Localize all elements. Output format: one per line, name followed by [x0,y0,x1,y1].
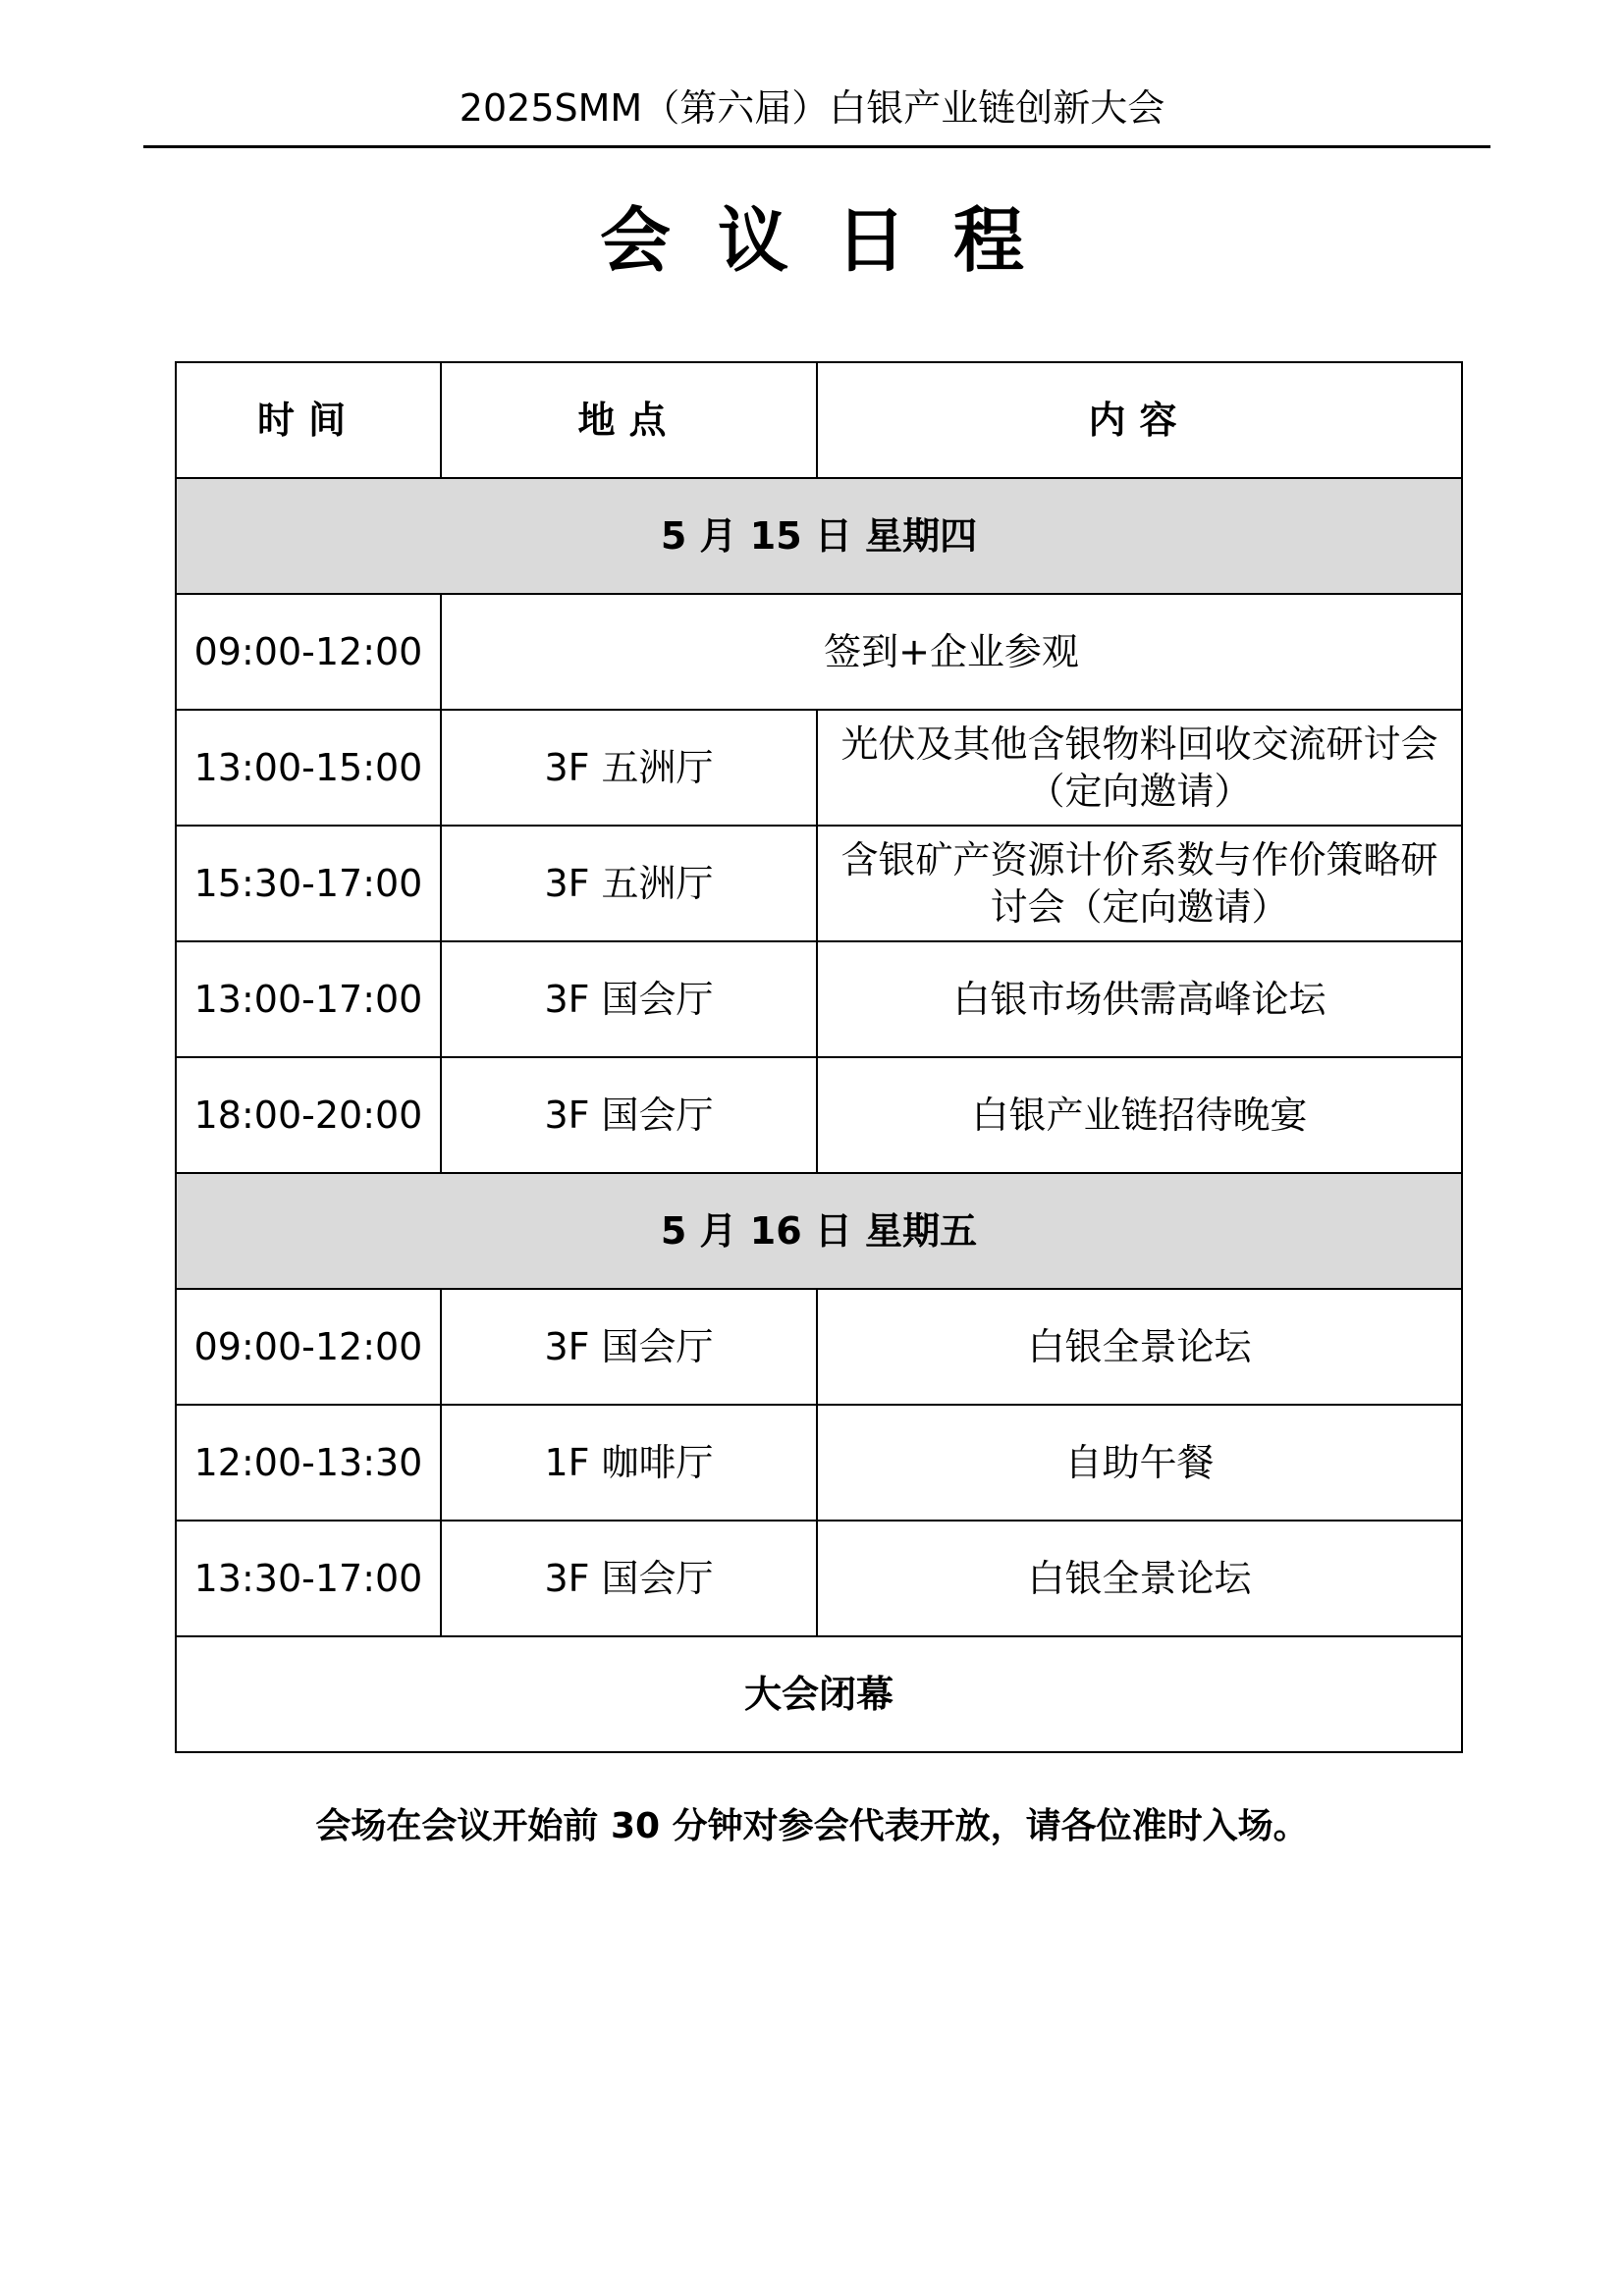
column-header-time: 时间 [176,362,441,478]
column-header-place: 地点 [441,362,817,478]
content-cell: 白银全景论坛 [817,1521,1462,1636]
place-cell: 3F 五洲厅 [441,826,817,941]
content-cell: 白银产业链招待晚宴 [817,1057,1462,1173]
place-cell: 3F 国会厅 [441,1289,817,1405]
day-label: 5 月 16 日 星期五 [176,1173,1462,1289]
table-row [176,594,1462,710]
table-row [176,1057,1462,1173]
content-cell: 签到+企业参观 [441,594,1462,710]
table-row [176,1289,1462,1405]
time-cell: 12:00-13:30 [176,1405,441,1521]
day-label: 5 月 15 日 星期四 [176,478,1462,594]
time-cell: 15:30-17:00 [176,826,441,941]
time-cell: 13:00-17:00 [176,941,441,1057]
content-cell: 光伏及其他含银物料回收交流研讨会（定向邀请） [817,710,1462,826]
day-header-row [176,1173,1462,1289]
place-cell: 3F 五洲厅 [441,710,817,826]
time-cell: 13:30-17:00 [176,1521,441,1636]
schedule-table [175,361,1463,1753]
time-cell: 18:00-20:00 [176,1057,441,1173]
closing-label: 大会闭幕 [176,1636,1462,1752]
place-cell: 3F 国会厅 [441,1521,817,1636]
place-cell: 3F 国会厅 [441,1057,817,1173]
time-cell: 09:00-12:00 [176,1289,441,1405]
table-row [176,826,1462,941]
content-cell: 自助午餐 [817,1405,1462,1521]
place-cell: 3F 国会厅 [441,941,817,1057]
header-divider [143,145,1490,148]
table-row [176,941,1462,1057]
content-cell: 白银全景论坛 [817,1289,1462,1405]
day-header-row [176,478,1462,594]
footer-note: 会场在会议开始前 30 分钟对参会代表开放，请各位准时入场。 [315,1806,1309,1846]
place-cell: 1F 咖啡厅 [441,1405,817,1521]
time-cell: 13:00-15:00 [176,710,441,826]
content-cell: 含银矿产资源计价系数与作价策略研讨会（定向邀请） [817,826,1462,941]
table-header-row [176,362,1462,478]
table-row [176,710,1462,826]
content-cell: 白银市场供需高峰论坛 [817,941,1462,1057]
table-row [176,1405,1462,1521]
page-title: 会议日程 [599,199,1071,282]
closing-row [176,1636,1462,1752]
column-header-content: 内容 [817,362,1462,478]
table-row [176,1521,1462,1636]
document-header: 2025SMM（第六届）白银产业链创新大会 [459,86,1165,130]
time-cell: 09:00-12:00 [176,594,441,710]
